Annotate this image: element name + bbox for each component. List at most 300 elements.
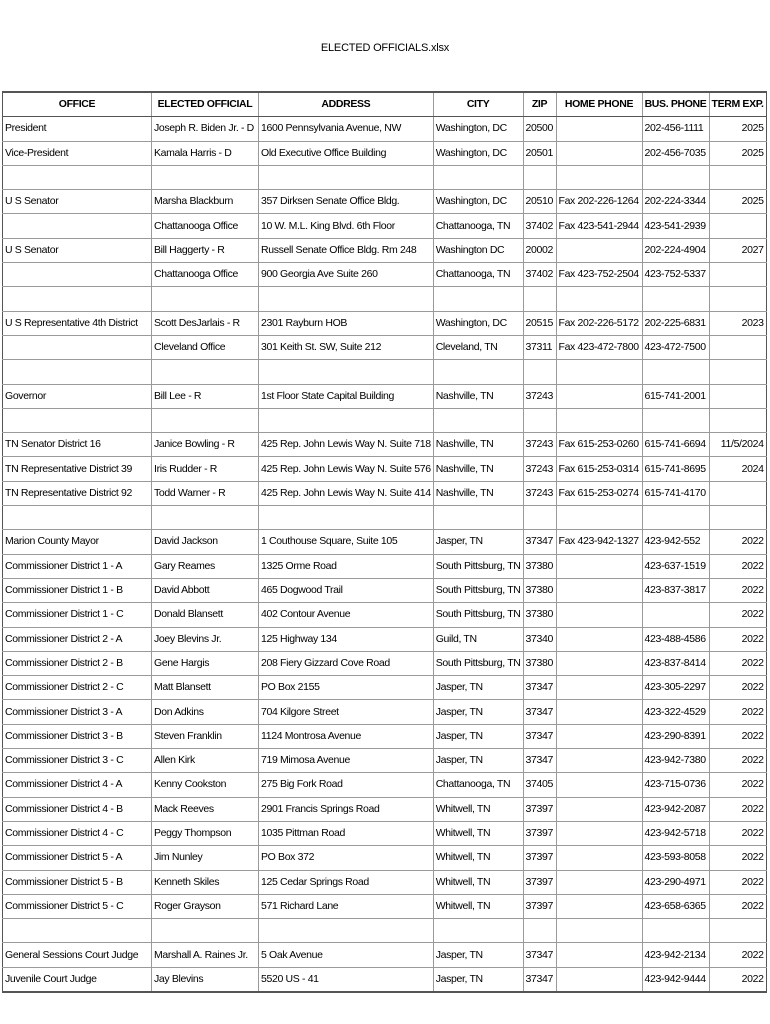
zip-cell: 37347: [523, 700, 556, 724]
table-row: [3, 967, 767, 992]
official-cell: Chattanooga Office: [152, 214, 259, 238]
home-phone-cell: [556, 870, 642, 894]
address-cell: [259, 165, 434, 189]
city-cell: Cleveland, TN: [433, 335, 523, 359]
term-exp-cell: 2027: [709, 238, 766, 262]
col-header-zip: ZIP: [523, 92, 556, 117]
city-cell: Chattanooga, TN: [433, 773, 523, 797]
home-phone-cell: [556, 165, 642, 189]
home-phone-cell: [556, 967, 642, 992]
term-exp-cell: 2022: [709, 603, 766, 627]
official-cell: [152, 287, 259, 311]
home-phone-cell: [556, 141, 642, 165]
city-cell: South Pittsburg, TN: [433, 554, 523, 578]
zip-cell: 37243: [523, 384, 556, 408]
document-title: ELECTED OFFICIALS.xlsx: [320, 42, 450, 54]
table-row: [3, 919, 767, 943]
office-cell: Commissioner District 5 - A: [3, 846, 152, 870]
official-cell: Mack Reeves: [152, 797, 259, 821]
city-cell: [433, 408, 523, 432]
official-cell: Jim Nunley: [152, 846, 259, 870]
zip-cell: 37340: [523, 627, 556, 651]
office-cell: Commissioner District 5 - C: [3, 894, 152, 918]
home-phone-cell: [556, 287, 642, 311]
office-cell: [3, 287, 152, 311]
home-phone-cell: [556, 627, 642, 651]
bus-phone-cell: 423-541-2939: [642, 214, 709, 238]
home-phone-cell: [556, 846, 642, 870]
bus-phone-cell: [642, 506, 709, 530]
home-phone-cell: [556, 651, 642, 675]
home-phone-cell: Fax 423-752-2504: [556, 263, 642, 287]
zip-cell: 37347: [523, 749, 556, 773]
official-cell: Kenny Cookston: [152, 773, 259, 797]
office-cell: [3, 263, 152, 287]
city-cell: Jasper, TN: [433, 700, 523, 724]
home-phone-cell: [556, 943, 642, 967]
city-cell: Whitwell, TN: [433, 797, 523, 821]
official-cell: Todd Warner - R: [152, 481, 259, 505]
official-cell: Marshall A. Raines Jr.: [152, 943, 259, 967]
bus-phone-cell: 423-942-7380: [642, 749, 709, 773]
city-cell: Washington, DC: [433, 190, 523, 214]
zip-cell: 37243: [523, 457, 556, 481]
office-cell: Commissioner District 4 - A: [3, 773, 152, 797]
official-cell: Roger Grayson: [152, 894, 259, 918]
col-header-term-exp: TERM EXP.: [709, 92, 766, 117]
city-cell: Chattanooga, TN: [433, 214, 523, 238]
official-cell: Kamala Harris - D: [152, 141, 259, 165]
office-cell: Juvenile Court Judge: [3, 967, 152, 992]
address-cell: 704 Kilgore Street: [259, 700, 434, 724]
office-cell: U S Representative 4th District: [3, 311, 152, 335]
city-cell: Jasper, TN: [433, 676, 523, 700]
office-cell: Commissioner District 5 - B: [3, 870, 152, 894]
zip-cell: 37243: [523, 433, 556, 457]
office-cell: [3, 214, 152, 238]
city-cell: South Pittsburg, TN: [433, 603, 523, 627]
table-row: [3, 311, 767, 335]
term-exp-cell: [709, 360, 766, 384]
office-cell: President: [3, 117, 152, 141]
city-cell: Whitwell, TN: [433, 821, 523, 845]
zip-cell: [523, 287, 556, 311]
office-cell: [3, 919, 152, 943]
office-cell: Commissioner District 2 - B: [3, 651, 152, 675]
table-row: [3, 821, 767, 845]
table-row: [3, 408, 767, 432]
bus-phone-cell: [642, 919, 709, 943]
home-phone-cell: Fax 423-472-7800: [556, 335, 642, 359]
city-cell: Chattanooga, TN: [433, 263, 523, 287]
term-exp-cell: 2022: [709, 967, 766, 992]
home-phone-cell: Fax 202-226-1264: [556, 190, 642, 214]
col-header-office: OFFICE: [3, 92, 152, 117]
table-row: [3, 554, 767, 578]
address-cell: 719 Mimosa Avenue: [259, 749, 434, 773]
home-phone-cell: Fax 615-253-0314: [556, 457, 642, 481]
table-row: [3, 676, 767, 700]
term-exp-cell: [709, 506, 766, 530]
address-cell: 1 Couthouse Square, Suite 105: [259, 530, 434, 554]
zip-cell: 37397: [523, 797, 556, 821]
home-phone-cell: [556, 821, 642, 845]
office-cell: Commissioner District 3 - A: [3, 700, 152, 724]
bus-phone-cell: 423-752-5337: [642, 263, 709, 287]
home-phone-cell: [556, 603, 642, 627]
address-cell: 1st Floor State Capital Building: [259, 384, 434, 408]
official-cell: Gary Reames: [152, 554, 259, 578]
table-row: [3, 238, 767, 262]
home-phone-cell: [556, 360, 642, 384]
office-cell: Commissioner District 1 - B: [3, 578, 152, 602]
city-cell: Whitwell, TN: [433, 894, 523, 918]
zip-cell: 20515: [523, 311, 556, 335]
official-cell: Allen Kirk: [152, 749, 259, 773]
city-cell: Nashville, TN: [433, 457, 523, 481]
bus-phone-cell: 202-224-3344: [642, 190, 709, 214]
zip-cell: [523, 506, 556, 530]
office-cell: Vice-President: [3, 141, 152, 165]
city-cell: Nashville, TN: [433, 433, 523, 457]
col-header-home-phone: HOME PHONE: [556, 92, 642, 117]
home-phone-cell: [556, 408, 642, 432]
bus-phone-cell: [642, 287, 709, 311]
bus-phone-cell: [642, 360, 709, 384]
office-cell: [3, 506, 152, 530]
zip-cell: [523, 919, 556, 943]
table-row: [3, 335, 767, 359]
office-cell: U S Senator: [3, 190, 152, 214]
zip-cell: 37347: [523, 943, 556, 967]
address-cell: Russell Senate Office Bldg. Rm 248: [259, 238, 434, 262]
term-exp-cell: 2022: [709, 749, 766, 773]
bus-phone-cell: 423-637-1519: [642, 554, 709, 578]
bus-phone-cell: 423-290-8391: [642, 724, 709, 748]
home-phone-cell: [556, 724, 642, 748]
home-phone-cell: [556, 384, 642, 408]
official-cell: [152, 919, 259, 943]
city-cell: Nashville, TN: [433, 384, 523, 408]
col-header-address: ADDRESS: [259, 92, 434, 117]
table-row: [3, 724, 767, 748]
zip-cell: 37347: [523, 676, 556, 700]
bus-phone-cell: 423-305-2297: [642, 676, 709, 700]
city-cell: Whitwell, TN: [433, 870, 523, 894]
bus-phone-cell: [642, 165, 709, 189]
city-cell: Nashville, TN: [433, 481, 523, 505]
city-cell: [433, 287, 523, 311]
home-phone-cell: Fax 615-253-0260: [556, 433, 642, 457]
zip-cell: 37347: [523, 967, 556, 992]
office-cell: TN Representative District 39: [3, 457, 152, 481]
address-cell: 208 Fiery Gizzard Cove Road: [259, 651, 434, 675]
address-cell: 5520 US - 41: [259, 967, 434, 992]
city-cell: South Pittsburg, TN: [433, 651, 523, 675]
official-cell: Cleveland Office: [152, 335, 259, 359]
city-cell: Washington, DC: [433, 311, 523, 335]
term-exp-cell: 2022: [709, 651, 766, 675]
term-exp-cell: [709, 287, 766, 311]
office-cell: U S Senator: [3, 238, 152, 262]
bus-phone-cell: 423-942-2134: [642, 943, 709, 967]
address-cell: 125 Highway 134: [259, 627, 434, 651]
term-exp-cell: 2023: [709, 311, 766, 335]
home-phone-cell: [556, 676, 642, 700]
address-cell: 2301 Rayburn HOB: [259, 311, 434, 335]
zip-cell: [523, 408, 556, 432]
home-phone-cell: [556, 894, 642, 918]
table-row: [3, 141, 767, 165]
term-exp-cell: [709, 263, 766, 287]
address-cell: 402 Contour Avenue: [259, 603, 434, 627]
bus-phone-cell: 202-225-6831: [642, 311, 709, 335]
home-phone-cell: Fax 615-253-0274: [556, 481, 642, 505]
address-cell: 900 Georgia Ave Suite 260: [259, 263, 434, 287]
official-cell: Gene Hargis: [152, 651, 259, 675]
term-exp-cell: [709, 165, 766, 189]
zip-cell: [523, 360, 556, 384]
home-phone-cell: [556, 117, 642, 141]
office-cell: Commissioner District 4 - B: [3, 797, 152, 821]
zip-cell: 20510: [523, 190, 556, 214]
header-row: [3, 92, 767, 117]
home-phone-cell: [556, 578, 642, 602]
official-cell: David Abbott: [152, 578, 259, 602]
office-cell: [3, 408, 152, 432]
home-phone-cell: Fax 202-226-5172: [556, 311, 642, 335]
address-cell: 425 Rep. John Lewis Way N. Suite 718: [259, 433, 434, 457]
zip-cell: 37311: [523, 335, 556, 359]
official-cell: [152, 408, 259, 432]
term-exp-cell: 2022: [709, 870, 766, 894]
address-cell: 425 Rep. John Lewis Way N. Suite 576: [259, 457, 434, 481]
city-cell: Washington, DC: [433, 117, 523, 141]
home-phone-cell: [556, 919, 642, 943]
term-exp-cell: [709, 481, 766, 505]
bus-phone-cell: 423-290-4971: [642, 870, 709, 894]
officials-table: [2, 91, 767, 993]
office-cell: Commissioner District 4 - C: [3, 821, 152, 845]
city-cell: Washington, DC: [433, 141, 523, 165]
bus-phone-cell: 615-741-2001: [642, 384, 709, 408]
office-cell: TN Representative District 92: [3, 481, 152, 505]
address-cell: 465 Dogwood Trail: [259, 578, 434, 602]
address-cell: [259, 408, 434, 432]
office-cell: Commissioner District 1 - A: [3, 554, 152, 578]
official-cell: Kenneth Skiles: [152, 870, 259, 894]
term-exp-cell: 2022: [709, 773, 766, 797]
table-row: [3, 190, 767, 214]
office-cell: Commissioner District 2 - C: [3, 676, 152, 700]
official-cell: Iris Rudder - R: [152, 457, 259, 481]
bus-phone-cell: 615-741-6694: [642, 433, 709, 457]
table-row: [3, 117, 767, 141]
official-cell: Jay Blevins: [152, 967, 259, 992]
term-exp-cell: [709, 919, 766, 943]
col-header-bus-phone: BUS. PHONE: [642, 92, 709, 117]
term-exp-cell: 2022: [709, 846, 766, 870]
zip-cell: 37347: [523, 530, 556, 554]
city-cell: Washington DC: [433, 238, 523, 262]
table-row: [3, 165, 767, 189]
term-exp-cell: [709, 214, 766, 238]
table-row: [3, 627, 767, 651]
city-cell: Jasper, TN: [433, 967, 523, 992]
table-row: [3, 773, 767, 797]
official-cell: Peggy Thompson: [152, 821, 259, 845]
official-cell: [152, 360, 259, 384]
office-cell: Commissioner District 3 - B: [3, 724, 152, 748]
zip-cell: 37380: [523, 578, 556, 602]
term-exp-cell: 2022: [709, 943, 766, 967]
term-exp-cell: [709, 408, 766, 432]
official-cell: [152, 165, 259, 189]
official-cell: Don Adkins: [152, 700, 259, 724]
zip-cell: [523, 165, 556, 189]
table-row: [3, 749, 767, 773]
address-cell: 10 W. M.L. King Blvd. 6th Floor: [259, 214, 434, 238]
official-cell: [152, 506, 259, 530]
bus-phone-cell: [642, 603, 709, 627]
term-exp-cell: 2022: [709, 530, 766, 554]
office-cell: General Sessions Court Judge: [3, 943, 152, 967]
office-cell: Commissioner District 1 - C: [3, 603, 152, 627]
term-exp-cell: 11/5/2024: [709, 433, 766, 457]
office-cell: Governor: [3, 384, 152, 408]
bus-phone-cell: 615-741-4170: [642, 481, 709, 505]
address-cell: 1600 Pennsylvania Avenue, NW: [259, 117, 434, 141]
address-cell: [259, 506, 434, 530]
zip-cell: 37405: [523, 773, 556, 797]
office-cell: TN Senator District 16: [3, 433, 152, 457]
table-row: [3, 870, 767, 894]
bus-phone-cell: 423-942-9444: [642, 967, 709, 992]
bus-phone-cell: 423-322-4529: [642, 700, 709, 724]
address-cell: 275 Big Fork Road: [259, 773, 434, 797]
bus-phone-cell: 423-472-7500: [642, 335, 709, 359]
term-exp-cell: 2022: [709, 797, 766, 821]
term-exp-cell: [709, 335, 766, 359]
home-phone-cell: [556, 506, 642, 530]
table-row: [3, 797, 767, 821]
zip-cell: 37402: [523, 214, 556, 238]
official-cell: Bill Lee - R: [152, 384, 259, 408]
zip-cell: 37397: [523, 894, 556, 918]
zip-cell: 37397: [523, 870, 556, 894]
home-phone-cell: [556, 700, 642, 724]
address-cell: 301 Keith St. SW, Suite 212: [259, 335, 434, 359]
table-row: [3, 457, 767, 481]
bus-phone-cell: 423-658-6365: [642, 894, 709, 918]
zip-cell: 37397: [523, 821, 556, 845]
term-exp-cell: 2022: [709, 700, 766, 724]
address-cell: [259, 919, 434, 943]
official-cell: Joey Blevins Jr.: [152, 627, 259, 651]
term-exp-cell: 2022: [709, 627, 766, 651]
city-cell: Jasper, TN: [433, 724, 523, 748]
home-phone-cell: [556, 749, 642, 773]
city-cell: [433, 919, 523, 943]
address-cell: Old Executive Office Building: [259, 141, 434, 165]
official-cell: David Jackson: [152, 530, 259, 554]
term-exp-cell: 2025: [709, 141, 766, 165]
address-cell: [259, 287, 434, 311]
table-row: [3, 943, 767, 967]
home-phone-cell: Fax 423-942-1327: [556, 530, 642, 554]
bus-phone-cell: 202-456-1111: [642, 117, 709, 141]
bus-phone-cell: 423-942-5718: [642, 821, 709, 845]
zip-cell: 37380: [523, 603, 556, 627]
table-row: [3, 846, 767, 870]
address-cell: 1035 Pittman Road: [259, 821, 434, 845]
zip-cell: 37402: [523, 263, 556, 287]
table-row: [3, 578, 767, 602]
address-cell: 2901 Francis Springs Road: [259, 797, 434, 821]
address-cell: PO Box 372: [259, 846, 434, 870]
official-cell: Janice Bowling - R: [152, 433, 259, 457]
city-cell: Jasper, TN: [433, 749, 523, 773]
address-cell: 1124 Montrosa Avenue: [259, 724, 434, 748]
office-cell: [3, 360, 152, 384]
table-row: [3, 894, 767, 918]
office-cell: Commissioner District 2 - A: [3, 627, 152, 651]
city-cell: Jasper, TN: [433, 530, 523, 554]
official-cell: Donald Blansett: [152, 603, 259, 627]
zip-cell: 37397: [523, 846, 556, 870]
zip-cell: 20500: [523, 117, 556, 141]
bus-phone-cell: 202-456-7035: [642, 141, 709, 165]
zip-cell: 37347: [523, 724, 556, 748]
term-exp-cell: 2024: [709, 457, 766, 481]
col-header-elected-official: ELECTED OFFICIAL: [152, 92, 259, 117]
city-cell: [433, 506, 523, 530]
term-exp-cell: 2022: [709, 821, 766, 845]
table-row: [3, 530, 767, 554]
bus-phone-cell: 423-488-4586: [642, 627, 709, 651]
home-phone-cell: Fax 423-541-2944: [556, 214, 642, 238]
city-cell: Whitwell, TN: [433, 846, 523, 870]
term-exp-cell: 2022: [709, 676, 766, 700]
address-cell: PO Box 2155: [259, 676, 434, 700]
table-body: [3, 117, 767, 992]
city-cell: [433, 360, 523, 384]
official-cell: Joseph R. Biden Jr. - D: [152, 117, 259, 141]
zip-cell: 20501: [523, 141, 556, 165]
address-cell: 125 Cedar Springs Road: [259, 870, 434, 894]
office-cell: Marion County Mayor: [3, 530, 152, 554]
bus-phone-cell: 423-593-8058: [642, 846, 709, 870]
bus-phone-cell: 615-741-8695: [642, 457, 709, 481]
table-row: [3, 214, 767, 238]
table-row: [3, 700, 767, 724]
term-exp-cell: 2022: [709, 578, 766, 602]
official-cell: Steven Franklin: [152, 724, 259, 748]
address-cell: 5 Oak Avenue: [259, 943, 434, 967]
official-cell: Matt Blansett: [152, 676, 259, 700]
address-cell: 357 Dirksen Senate Office Bldg.: [259, 190, 434, 214]
bus-phone-cell: 202-224-4904: [642, 238, 709, 262]
bus-phone-cell: 423-942-2087: [642, 797, 709, 821]
zip-cell: 37380: [523, 554, 556, 578]
home-phone-cell: [556, 773, 642, 797]
official-cell: Chattanooga Office: [152, 263, 259, 287]
home-phone-cell: [556, 797, 642, 821]
term-exp-cell: 2025: [709, 190, 766, 214]
col-header-city: CITY: [433, 92, 523, 117]
home-phone-cell: [556, 238, 642, 262]
table-row: [3, 360, 767, 384]
